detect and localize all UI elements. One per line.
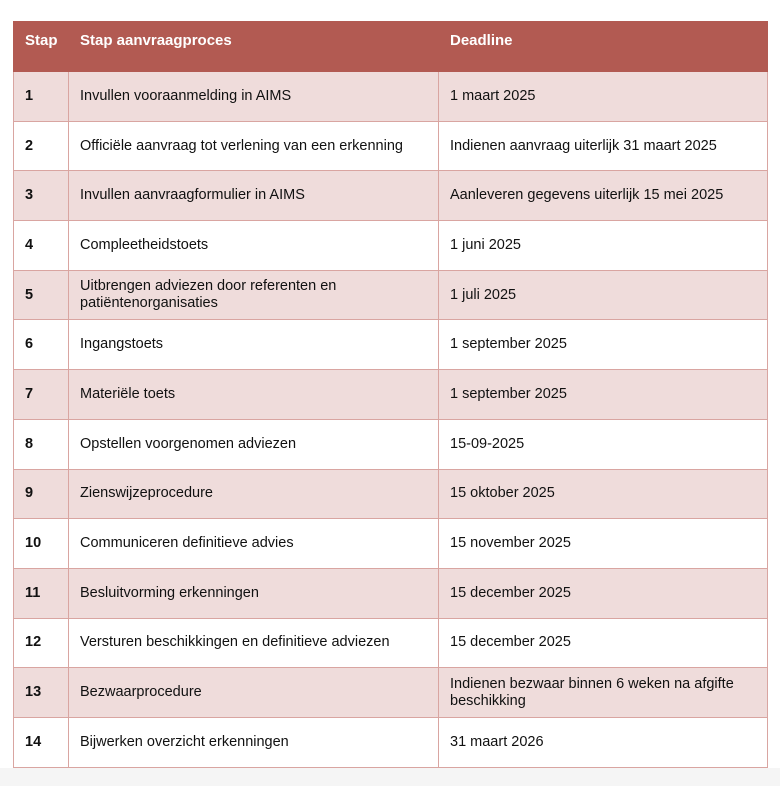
step-number: 10 [14, 519, 69, 569]
step-deadline: 1 juli 2025 [439, 270, 768, 320]
step-number: 2 [14, 121, 69, 171]
table-row [14, 121, 768, 171]
table-row [14, 221, 768, 271]
step-description: Besluitvorming erkenningen [69, 568, 439, 618]
step-number: 4 [14, 221, 69, 271]
table-row [14, 270, 768, 320]
step-number: 6 [14, 320, 69, 370]
table-row [14, 568, 768, 618]
step-description: Versturen beschikkingen en definitieve adviezen [69, 618, 439, 668]
step-description: Communiceren definitieve advies [69, 519, 439, 569]
table-row [14, 668, 768, 718]
process-table [13, 21, 768, 768]
table-row [14, 469, 768, 519]
step-deadline: 1 juni 2025 [439, 221, 768, 271]
step-number: 12 [14, 618, 69, 668]
step-deadline: Aanleveren gegevens uiterlijk 15 mei 2025 [439, 171, 768, 221]
step-number: 7 [14, 370, 69, 420]
step-description: Invullen aanvraagformulier in AIMS [69, 171, 439, 221]
step-deadline: 1 maart 2025 [439, 72, 768, 122]
step-deadline: 15 december 2025 [439, 568, 768, 618]
header-deadline: Deadline [439, 22, 768, 72]
step-description: Ingangstoets [69, 320, 439, 370]
step-deadline: 1 september 2025 [439, 320, 768, 370]
step-description: Invullen vooraanmelding in AIMS [69, 72, 439, 122]
table-row [14, 72, 768, 122]
step-number: 9 [14, 469, 69, 519]
table-row [14, 370, 768, 420]
step-number: 1 [14, 72, 69, 122]
table-header [14, 22, 768, 72]
step-number: 3 [14, 171, 69, 221]
step-description: Bezwaarprocedure [69, 668, 439, 718]
step-number: 13 [14, 668, 69, 718]
step-deadline: 15-09-2025 [439, 419, 768, 469]
step-deadline: Indienen bezwaar binnen 6 weken na afgifte beschikking [439, 668, 768, 718]
step-description: Materiële toets [69, 370, 439, 420]
step-description: Bijwerken overzicht erkenningen [69, 717, 439, 767]
step-deadline: 15 december 2025 [439, 618, 768, 668]
header-description: Stap aanvraagproces [69, 22, 439, 72]
step-deadline: Indienen aanvraag uiterlijk 31 maart 2025 [439, 121, 768, 171]
step-description: Zienswijzeprocedure [69, 469, 439, 519]
page-footer-band [0, 768, 780, 786]
step-deadline: 1 september 2025 [439, 370, 768, 420]
table-body [14, 72, 768, 768]
header-step: Stap [14, 22, 69, 72]
table-row [14, 320, 768, 370]
step-description: Uitbrengen adviezen door referenten en patiëntenorganisaties [69, 270, 439, 320]
step-deadline: 15 november 2025 [439, 519, 768, 569]
step-deadline: 15 oktober 2025 [439, 469, 768, 519]
table-row [14, 419, 768, 469]
table-row [14, 171, 768, 221]
step-description: Officiële aanvraag tot verlening van een erkenning [69, 121, 439, 171]
table-row [14, 519, 768, 569]
step-description: Compleetheidstoets [69, 221, 439, 271]
step-number: 8 [14, 419, 69, 469]
table-row [14, 618, 768, 668]
step-number: 5 [14, 270, 69, 320]
step-description: Opstellen voorgenomen adviezen [69, 419, 439, 469]
step-deadline: 31 maart 2026 [439, 717, 768, 767]
table-row [14, 717, 768, 767]
step-number: 11 [14, 568, 69, 618]
header-row [14, 22, 768, 72]
step-number: 14 [14, 717, 69, 767]
